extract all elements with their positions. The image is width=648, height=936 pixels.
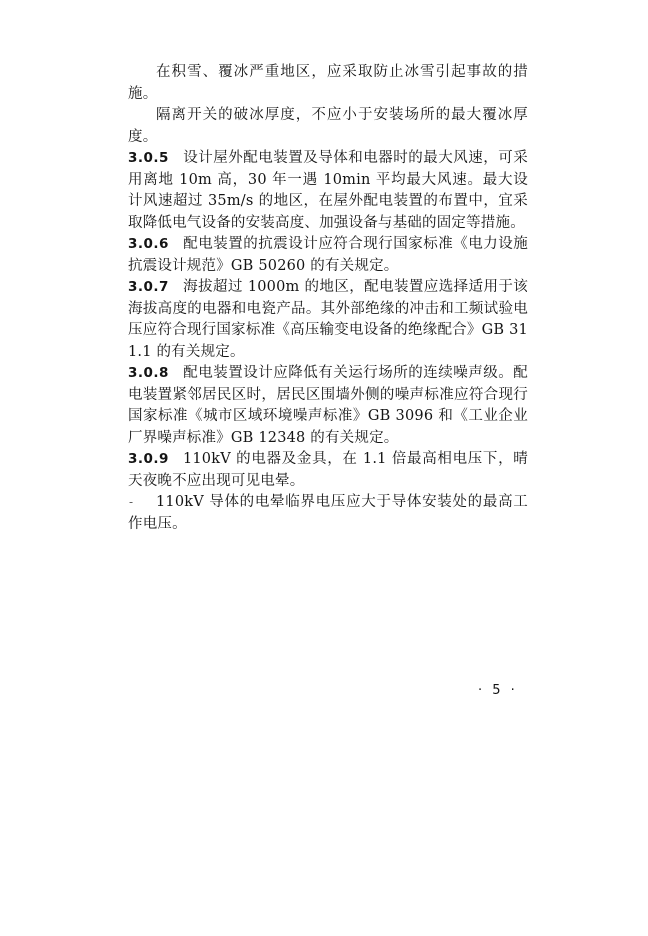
clause-3-0-6 — [128, 234, 528, 277]
clause-number: 3.0.9 — [128, 451, 169, 467]
paragraph-text: 隔离开关的破冰厚度，不应小于安装场所的最大覆冰厚度。 — [128, 107, 528, 145]
clause-number: 3.0.8 — [128, 365, 169, 381]
clause-number: 3.0.5 — [128, 150, 169, 166]
page-number: · 5 · — [478, 683, 518, 698]
clause-text: 海拔超过 1000m 的地区，配电装置应选择适用于该海拔高度的电器和电瓷产品。其外部绝缘的冲击和工频试验电压应符合现行国家标准《高压输变电设备的绝缘配合》GB 311.1 的有关规定。 — [128, 279, 528, 360]
paragraph-text: 110kV 导体的电晕临界电压应大于导体安装处的最高工作电压。 — [128, 494, 528, 532]
clause-text: 配电装置的抗震设计应符合现行国家标准《电力设施抗震设计规范》GB 50260 的有关规定。 — [128, 236, 528, 274]
body-text — [128, 62, 528, 535]
clause-3-0-8 — [128, 363, 528, 449]
clause-number: 3.0.6 — [128, 236, 169, 252]
clause-3-0-9 — [128, 449, 528, 492]
stray-mark: - — [129, 495, 134, 509]
paragraph-disconnector-ice — [128, 105, 528, 148]
paragraph-snow-ice — [128, 62, 528, 105]
clause-text: 设计屋外配电装置及导体和电器时的最大风速，可采用离地 10m 高，30 年一遇 10min 平均最大风速。最大设计风速超过 35m/s 的地区，在屋外配电装置的布置中，宜采取降低电气设备的安装高度、加强设备与基础的固定等措施。 — [128, 150, 528, 231]
clause-number: 3.0.7 — [128, 279, 169, 295]
clause-text: 110kV 的电器及金具，在 1.1 倍最高相电压下，晴天夜晚不应出现可见电晕。 — [128, 451, 528, 489]
clause-3-0-5 — [128, 148, 528, 234]
paragraph-text: 在积雪、覆冰严重地区，应采取防止冰雪引起事故的措施。 — [128, 64, 528, 102]
clause-text: 配电装置设计应降低有关运行场所的连续噪声级。配电装置紧邻居民区时，居民区围墙外侧的噪声标准应符合现行国家标准《城市区域环境噪声标准》GB 3096 和《工业企业厂界噪声标准》GB 12348 的有关规定。 — [128, 365, 528, 446]
paragraph-corona-voltage — [128, 492, 528, 535]
clause-3-0-7 — [128, 277, 528, 363]
